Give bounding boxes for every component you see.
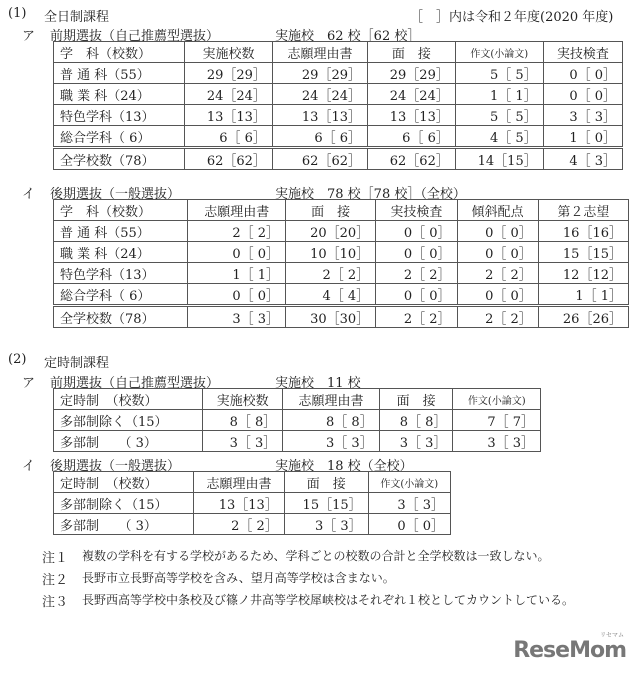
note-text: 長野市立長野高等学校を含み、望月高等学校は含まない。 <box>82 571 395 585</box>
table-cell: 0［ 0］ <box>376 284 457 306</box>
note-label: 注３ <box>42 595 69 610</box>
subsection-count: 実施校 62 校［62 校］ <box>275 29 421 44</box>
column-header: 志願理由書 <box>283 389 379 410</box>
column-header: 志願理由書 <box>188 200 286 221</box>
table-cell: 20［20］ <box>286 221 376 242</box>
table-cell: 3［ 3］ <box>283 431 379 452</box>
table-cell: 8［ 8］ <box>202 410 282 431</box>
column-header: 面 接 <box>368 42 456 63</box>
header-row <box>54 42 623 63</box>
section-1-number: (1) <box>8 6 27 21</box>
table-cell: 62［62］ <box>185 148 273 170</box>
column-header: 実技検査 <box>376 200 457 221</box>
table-cell: 4［ 4］ <box>286 284 376 306</box>
table-cell: 2［ 2］ <box>376 306 457 328</box>
column-header: 第２志望 <box>538 200 628 221</box>
table-cell: 0［ 0］ <box>543 84 622 105</box>
table-cell: 0［ 0］ <box>543 63 622 84</box>
table-cell: 24［24］ <box>368 84 456 105</box>
row-label: 特色学科（13） <box>54 105 185 126</box>
column-header: 志願理由書 <box>272 42 367 63</box>
table-cell: 8［ 8］ <box>379 410 453 431</box>
table-cell: 3［ 3］ <box>284 514 368 535</box>
note-text: 長野西高等学校中条校及び篠ノ井高等学校犀峡校はそれぞれ１校としてカウントしている。 <box>82 593 575 607</box>
table-cell: 13［13］ <box>272 105 367 126</box>
header-row <box>54 472 451 493</box>
table-cell: 0［ 0］ <box>188 284 286 306</box>
column-header: 学 科（校数） <box>54 42 185 63</box>
resemom-logo <box>513 632 626 663</box>
legend-note: ［ ］内は令和２年度(2020 年度) <box>410 10 614 25</box>
table-cell: 1［ 1］ <box>455 84 543 105</box>
note-text: 複数の学科を有する学校があるため、学科ごとの校数の合計と全学校数は一致しない。 <box>82 549 550 563</box>
table-cell: 6［ 6］ <box>272 126 367 148</box>
table-cell: 30［30］ <box>286 306 376 328</box>
column-header: 実技検査 <box>543 42 622 63</box>
table-row <box>54 410 541 431</box>
table-cell: 13［13］ <box>185 105 273 126</box>
table-cell: 15［15］ <box>538 242 628 263</box>
table-cell: 3［ 3］ <box>543 105 622 126</box>
row-label: 職 業 科（24） <box>54 84 185 105</box>
table-fulltime-early <box>53 41 623 170</box>
row-label: 多部制除く（15） <box>54 493 194 514</box>
table-cell: 7［ 7］ <box>453 410 541 431</box>
row-label: 職 業 科（24） <box>54 242 188 263</box>
row-label: 多部制 （ 3） <box>54 431 203 452</box>
table-cell: 0［ 0］ <box>457 284 538 306</box>
header-row <box>54 200 629 221</box>
table-row <box>54 493 451 514</box>
column-header: 面 接 <box>284 472 368 493</box>
table-cell: 24［24］ <box>185 84 273 105</box>
table-cell: 1［ 0］ <box>543 126 622 148</box>
table-cell: 6［ 6］ <box>368 126 456 148</box>
subsection-title: 前期選抜（自己推薦型選抜） <box>50 29 220 44</box>
table-cell: 0［ 0］ <box>457 242 538 263</box>
column-header: 定時制 （校数） <box>54 472 194 493</box>
table-row <box>54 126 623 148</box>
subsection-title: 後期選抜（一般選抜） <box>50 187 181 202</box>
table-cell: 16［16］ <box>538 221 628 242</box>
table-cell: 10［10］ <box>286 242 376 263</box>
table-fulltime-late <box>53 199 629 328</box>
row-label: 全学校数（78） <box>54 306 188 328</box>
column-header: 学 科（校数） <box>54 200 188 221</box>
table-cell: 5［ 5］ <box>455 105 543 126</box>
column-header: 作文(小論文) <box>455 42 543 63</box>
table-cell: 6［ 6］ <box>185 126 273 148</box>
subsection-title: 前期選抜（自己推薦型選抜） <box>50 376 220 391</box>
table-cell: 3［ 3］ <box>202 431 282 452</box>
subsection-mark: イ <box>22 187 36 202</box>
subsection-count: 実施校 78 校［78 校］（全校） <box>275 187 466 202</box>
table-row <box>54 514 451 535</box>
table-row <box>54 284 629 306</box>
subsection-title: 後期選抜（一般選抜） <box>50 459 181 474</box>
table-row <box>54 221 629 242</box>
header-row <box>54 389 541 410</box>
table-row <box>54 306 629 328</box>
row-label: 全学校数（78） <box>54 148 185 170</box>
table-cell: 0［ 0］ <box>188 242 286 263</box>
table-cell: 8［ 8］ <box>283 410 379 431</box>
table-cell: 3［ 3］ <box>453 431 541 452</box>
subsection-mark: ア <box>22 376 36 391</box>
table-cell: 2［ 2］ <box>286 263 376 284</box>
table-cell: 12［12］ <box>538 263 628 284</box>
table-cell: 2［ 2］ <box>457 263 538 284</box>
table-cell: 2［ 2］ <box>457 306 538 328</box>
table-parttime-early <box>53 388 541 452</box>
table-cell: 0［ 0］ <box>368 514 450 535</box>
logo-ruby: リセマム <box>600 632 624 639</box>
column-header: 傾斜配点 <box>457 200 538 221</box>
table-cell: 15［15］ <box>284 493 368 514</box>
table-cell: 29［29］ <box>368 63 456 84</box>
note-label: 注１ <box>42 551 69 566</box>
table-parttime-late <box>53 471 451 535</box>
section-2-number: (2) <box>8 352 27 367</box>
table-cell: 2［ 2］ <box>188 221 286 242</box>
table-cell: 0［ 0］ <box>457 221 538 242</box>
column-header: 実施校数 <box>185 42 273 63</box>
row-label: 普 通 科（55） <box>54 221 188 242</box>
note-label: 注２ <box>42 573 69 588</box>
table-cell: 5［ 5］ <box>455 63 543 84</box>
table-cell: 13［13］ <box>368 105 456 126</box>
column-header: 作文(小論文) <box>453 389 541 410</box>
table-cell: 4［ 5］ <box>455 126 543 148</box>
table-row <box>54 148 623 170</box>
table-row <box>54 263 629 284</box>
table-cell: 1［ 1］ <box>188 263 286 284</box>
row-label: 特色学科（13） <box>54 263 188 284</box>
table-cell: 0［ 0］ <box>376 242 457 263</box>
row-label: 総合学科（ 6） <box>54 284 188 306</box>
table-cell: 0［ 0］ <box>376 221 457 242</box>
table-row <box>54 84 623 105</box>
section-1-title: 全日制課程 <box>44 10 110 25</box>
row-label: 総合学科（ 6） <box>54 126 185 148</box>
column-header: 面 接 <box>286 200 376 221</box>
table-cell: 29［29］ <box>185 63 273 84</box>
table-cell: 2［ 2］ <box>194 514 285 535</box>
row-label: 多部制除く（15） <box>54 410 203 431</box>
table-cell: 3［ 3］ <box>379 431 453 452</box>
section-2-title: 定時制課程 <box>44 356 110 371</box>
table-row <box>54 105 623 126</box>
table-cell: 13［13］ <box>194 493 285 514</box>
table-cell: 62［62］ <box>368 148 456 170</box>
column-header: 実施校数 <box>202 389 282 410</box>
table-cell: 29［29］ <box>272 63 367 84</box>
row-label: 普 通 科（55） <box>54 63 185 84</box>
logo-text: ReseMom <box>513 638 626 663</box>
table-cell: 14［15］ <box>455 148 543 170</box>
subsection-mark: ア <box>22 29 36 44</box>
table-row <box>54 431 541 452</box>
table-cell: 3［ 3］ <box>188 306 286 328</box>
subsection-count: 実施校 18 校（全校） <box>275 459 413 474</box>
table-cell: 4［ 3］ <box>543 148 622 170</box>
table-row <box>54 242 629 263</box>
table-cell: 24［24］ <box>272 84 367 105</box>
column-header: 志願理由書 <box>194 472 285 493</box>
subsection-count: 実施校 11 校 <box>275 376 361 391</box>
subsection-mark: イ <box>22 459 36 474</box>
table-cell: 26［26］ <box>538 306 628 328</box>
table-row <box>54 63 623 84</box>
table-cell: 62［62］ <box>272 148 367 170</box>
column-header: 定時制 （校数） <box>54 389 203 410</box>
table-cell: 1［ 1］ <box>538 284 628 306</box>
column-header: 面 接 <box>379 389 453 410</box>
column-header: 作文(小論文) <box>368 472 450 493</box>
table-cell: 3［ 3］ <box>368 493 450 514</box>
row-label: 多部制 （ 3） <box>54 514 194 535</box>
table-cell: 2［ 2］ <box>376 263 457 284</box>
